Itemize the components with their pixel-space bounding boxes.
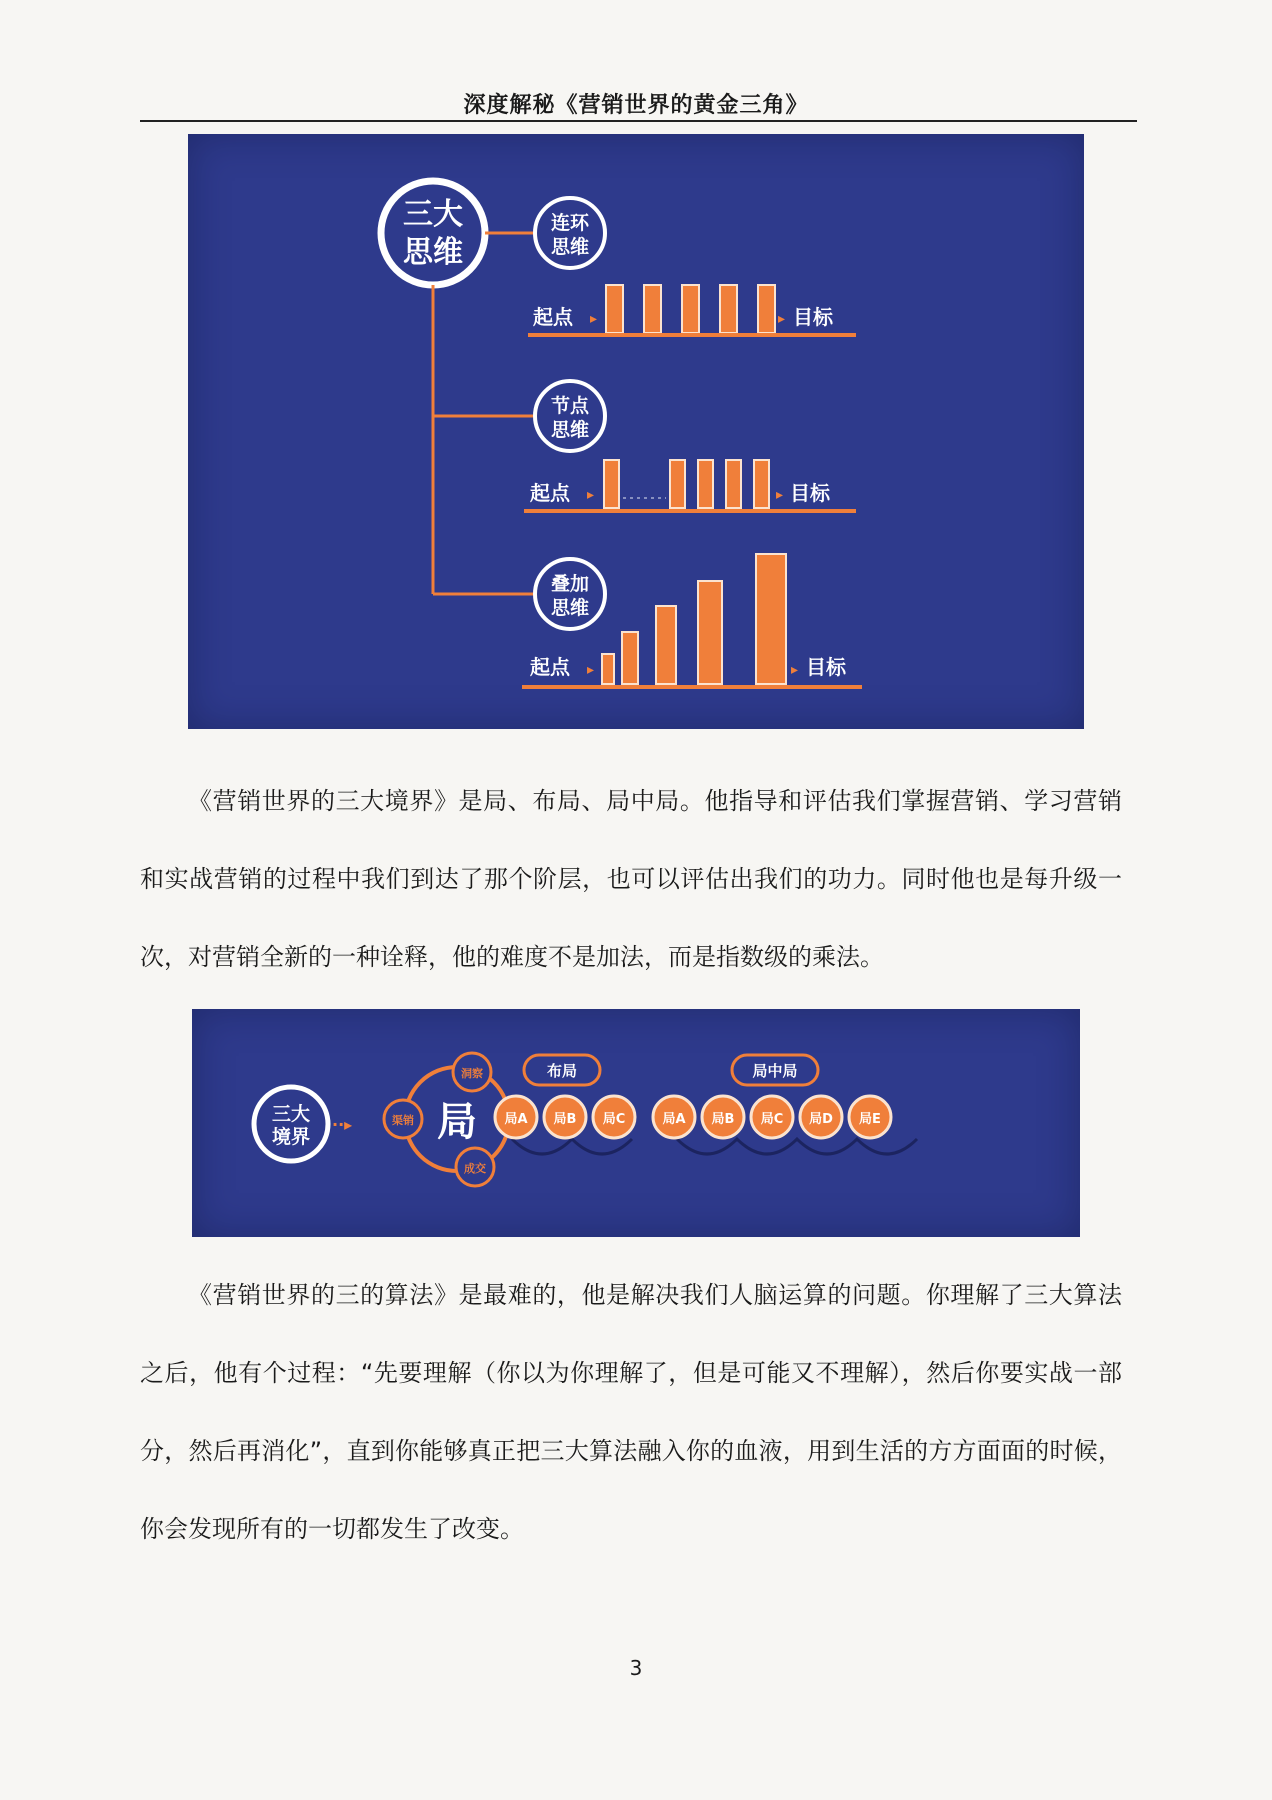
row3-start-arrow: ▸ <box>587 662 595 678</box>
row1-bar <box>682 285 699 333</box>
row2-label-line2: 思维 <box>550 419 590 441</box>
row3-bar <box>756 554 786 684</box>
ju-label: 局 <box>437 1099 477 1145</box>
paragraph-three-algorithms: 《营销世界的三的算法》是最难的，他是解决我们人脑运算的问题。你理解了三大算法之后，他有个过程：“先要理解（你以为你理解了，但是可能又不理解），然后你要实战一部分，然后再消化”，直到你能够真正把三大算法融入你的血液，用到生活的方方面面的时候，你会发现所有的一切都发生了改变。 <box>140 1281 1122 1543</box>
realms-label-line2: 境界 <box>271 1126 311 1148</box>
row1-label-line1: 连环 <box>550 212 590 234</box>
row3-start-label: 起点 <box>530 655 570 679</box>
row1-bar <box>720 285 737 333</box>
realms-arrow: ··▸ <box>332 1115 353 1134</box>
row-stack-thinking <box>522 554 862 689</box>
group1-label: 布局 <box>546 1062 578 1080</box>
row1-bar <box>644 285 661 333</box>
page-number: 3 <box>629 1656 643 1680</box>
row1-bar <box>606 285 623 333</box>
ju-node-label: 局E <box>859 1112 881 1127</box>
ju-node-label: 局C <box>602 1112 626 1127</box>
row3-bar <box>622 632 638 684</box>
row-chain-thinking <box>528 198 856 337</box>
row1-start-arrow: ▸ <box>590 311 598 327</box>
row2-start-arrow: ▸ <box>587 487 595 503</box>
node-top-label: 洞察 <box>461 1067 483 1080</box>
page-header-title: 深度解秘《营销世界的黄金三角》 <box>463 93 809 118</box>
row1-end-arrow: ▸ <box>778 311 786 327</box>
row1-end-label: 目标 <box>793 305 833 329</box>
row-node-thinking <box>524 381 856 513</box>
row3-bar <box>656 606 676 684</box>
group1-arcs <box>512 1139 632 1154</box>
row2-bar <box>726 460 741 508</box>
center-label-line2: 思维 <box>403 235 463 270</box>
three-realms-diagram <box>192 1009 1080 1237</box>
ju-node-label: 局B <box>711 1112 735 1127</box>
three-realms-svg <box>192 1009 1080 1237</box>
ju-node-label: 局B <box>553 1112 577 1127</box>
row3-label-line1: 叠加 <box>550 573 590 595</box>
row3-bar <box>698 581 722 684</box>
row1-label-line2: 思维 <box>550 236 590 258</box>
row3-label-line2: 思维 <box>550 597 590 619</box>
ju-node-label: 局D <box>809 1112 833 1127</box>
row2-bar <box>754 460 769 508</box>
node-bottom-label: 成交 <box>464 1162 486 1175</box>
group1-nodes <box>495 1096 635 1138</box>
row1-start-label: 起点 <box>533 305 573 329</box>
row3-baseline <box>522 685 862 689</box>
row2-bar <box>604 460 619 508</box>
center-label-line1: 三大 <box>403 197 463 232</box>
row3-end-arrow: ▸ <box>791 662 799 678</box>
row1-bar <box>758 285 775 333</box>
ju-node-label: 局C <box>760 1112 784 1127</box>
row3-end-label: 目标 <box>806 655 846 679</box>
row2-bar <box>698 460 713 508</box>
group2-arcs <box>677 1139 917 1154</box>
group2-label: 局中局 <box>752 1062 798 1080</box>
realms-label-line1: 三大 <box>271 1103 311 1125</box>
node-left-label: 渠销 <box>392 1114 414 1127</box>
ju-node-label: 局A <box>662 1112 686 1127</box>
header-rule <box>140 120 1137 122</box>
three-thinking-svg <box>188 134 1084 729</box>
row2-start-label: 起点 <box>530 481 570 505</box>
row2-end-arrow: ▸ <box>776 487 784 503</box>
group2-nodes <box>653 1096 891 1138</box>
row2-bar <box>670 460 685 508</box>
row2-end-label: 目标 <box>790 481 830 505</box>
row2-label-line1: 节点 <box>550 395 590 417</box>
row2-baseline <box>524 509 856 513</box>
three-thinking-diagram <box>188 134 1084 729</box>
paragraph-three-realms: 《营销世界的三大境界》是局、布局、局中局。他指导和评估我们掌握营销、学习营销和实战营销的过程中我们到达了那个阶层，也可以评估出我们的功力。同时他也是每升级一次，对营销全新的一种诠释，他的难度不是加法，而是指数级的乘法。 <box>140 787 1122 971</box>
row1-baseline <box>528 333 856 337</box>
ju-node-label: 局A <box>504 1112 528 1127</box>
row3-bar <box>602 654 614 684</box>
